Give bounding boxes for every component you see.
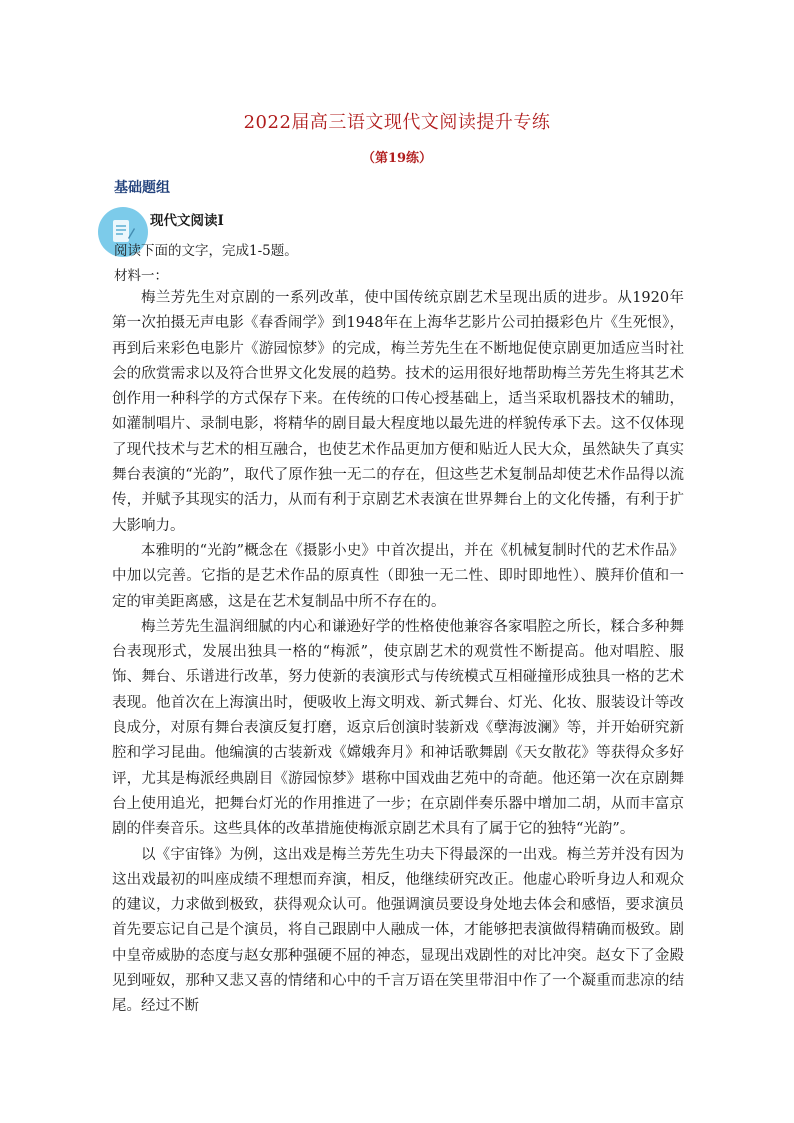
page-subtitle: （第19练） (361, 151, 433, 166)
paragraph: 梅兰芳先生对京剧的一系列改革，使中国传统京剧艺术呈现出质的进步。从1920年第一次拍摄无声电影《春香闹学》到1948年在上海华艺影片公司拍摄彩色片《生死恨》，再到后来彩色电影片《游园惊梦》的完成，梅兰芳先生在不断地促使京剧更加适应当时社会的欣赏需求以及符合世界文化发展的趋势。技术的运用很好地帮助梅兰芳先生将其艺术创作用一种科学的方式保存下来。在传统的口传心授基础上，适当采取机器技术的辅助，如灌制唱片、录制电影，将精华的剧目最大程度地以最先进的样貌传承下去。这不仅体现了现代技术与艺术的相互融合，也使艺术作品更加方便和贴近人民大众，虽然缺失了真实舞台表演的“光韵”，取代了原作独一无二的存在，但这些艺术复制品却使艺术作品得以流传，并赋予其现实的活力，从而有利于京剧艺术表演在世界舞台上的文化传播，有利于扩大影响力。 (112, 290, 684, 534)
material-label: 材料一： (114, 268, 168, 284)
paragraph: 梅兰芳先生温润细腻的内心和谦逊好学的性格使他兼容各家唱腔之所长，糅合多种舞台表现形式，发展出独具一格的“梅派”，使京剧艺术的观赏性不断提高。他对唱腔、服饰、舞台、乐谱进行改革，努力使新的表演形式与传统模式互相碰撞形成独具一格的艺术表现。他首次在上海演出时，便吸收上海文明戏、新式舞台、灯光、化妆、服装设计等改良成分，对原有舞台表演反复打磨，返京后创演时装新戏《孽海波澜》等，并开始研究新腔和学习昆曲。他编演的古装新戏《嫦娥奔月》和神话歌舞剧《天女散花》等获得众多好评，尤其是梅派经典剧目《游园惊梦》堪称中国戏曲艺苑中的奇葩。他还第一次在京剧舞台上使用追光，把舞台灯光的作用推进了一步；在京剧伴奏乐器中增加二胡，从而丰富京剧的伴奏音乐。这些具体的改革措施使梅派京剧艺术具有了属于它的独特“光韵”。 (112, 618, 684, 838)
paragraph: 本雅明的“光韵”概念在《摄影小史》中首次提出，并在《机械复制时代的艺术作品》中加以完善。它指的是艺术作品的原真性（即独一无二性、即时即地性）、膜拜价值和一定的审美距离感，这是在艺术复制品中所不存在的。 (112, 542, 684, 610)
article-body (112, 286, 684, 1020)
instruction-text: 阅读下面的文字，完成1-5题。 (114, 243, 298, 259)
page-title: 2022届高三语文现代文阅读提升专练 (243, 112, 551, 133)
paragraph: 以《宇宙锋》为例，这出戏是梅兰芳先生功夫下得最深的一出戏。梅兰芳并没有因为这出戏最初的叫座成绩不理想而弃演，相反，他继续研究改正。他虚心聆听身边人和观众的建议，力求做到极致，获得观众认可。他强调演员要设身处地去体会和感悟，要求演员首先要忘记自己是个演员，将自己跟剧中人融成一体，才能够把表演做得精确而极致。剧中皇帝威胁的态度与赵女那种强硬不屈的神态，显现出戏剧性的对比冲突。赵女下了金殿见到哑奴，那种又悲又喜的情绪和心中的千言万语在笑里带泪中作了一个凝重而悲凉的结尾。经过不断 (112, 846, 684, 1015)
section-heading: 基础题组 (114, 180, 170, 196)
reading-title: 现代文阅读Ⅰ (150, 213, 224, 229)
